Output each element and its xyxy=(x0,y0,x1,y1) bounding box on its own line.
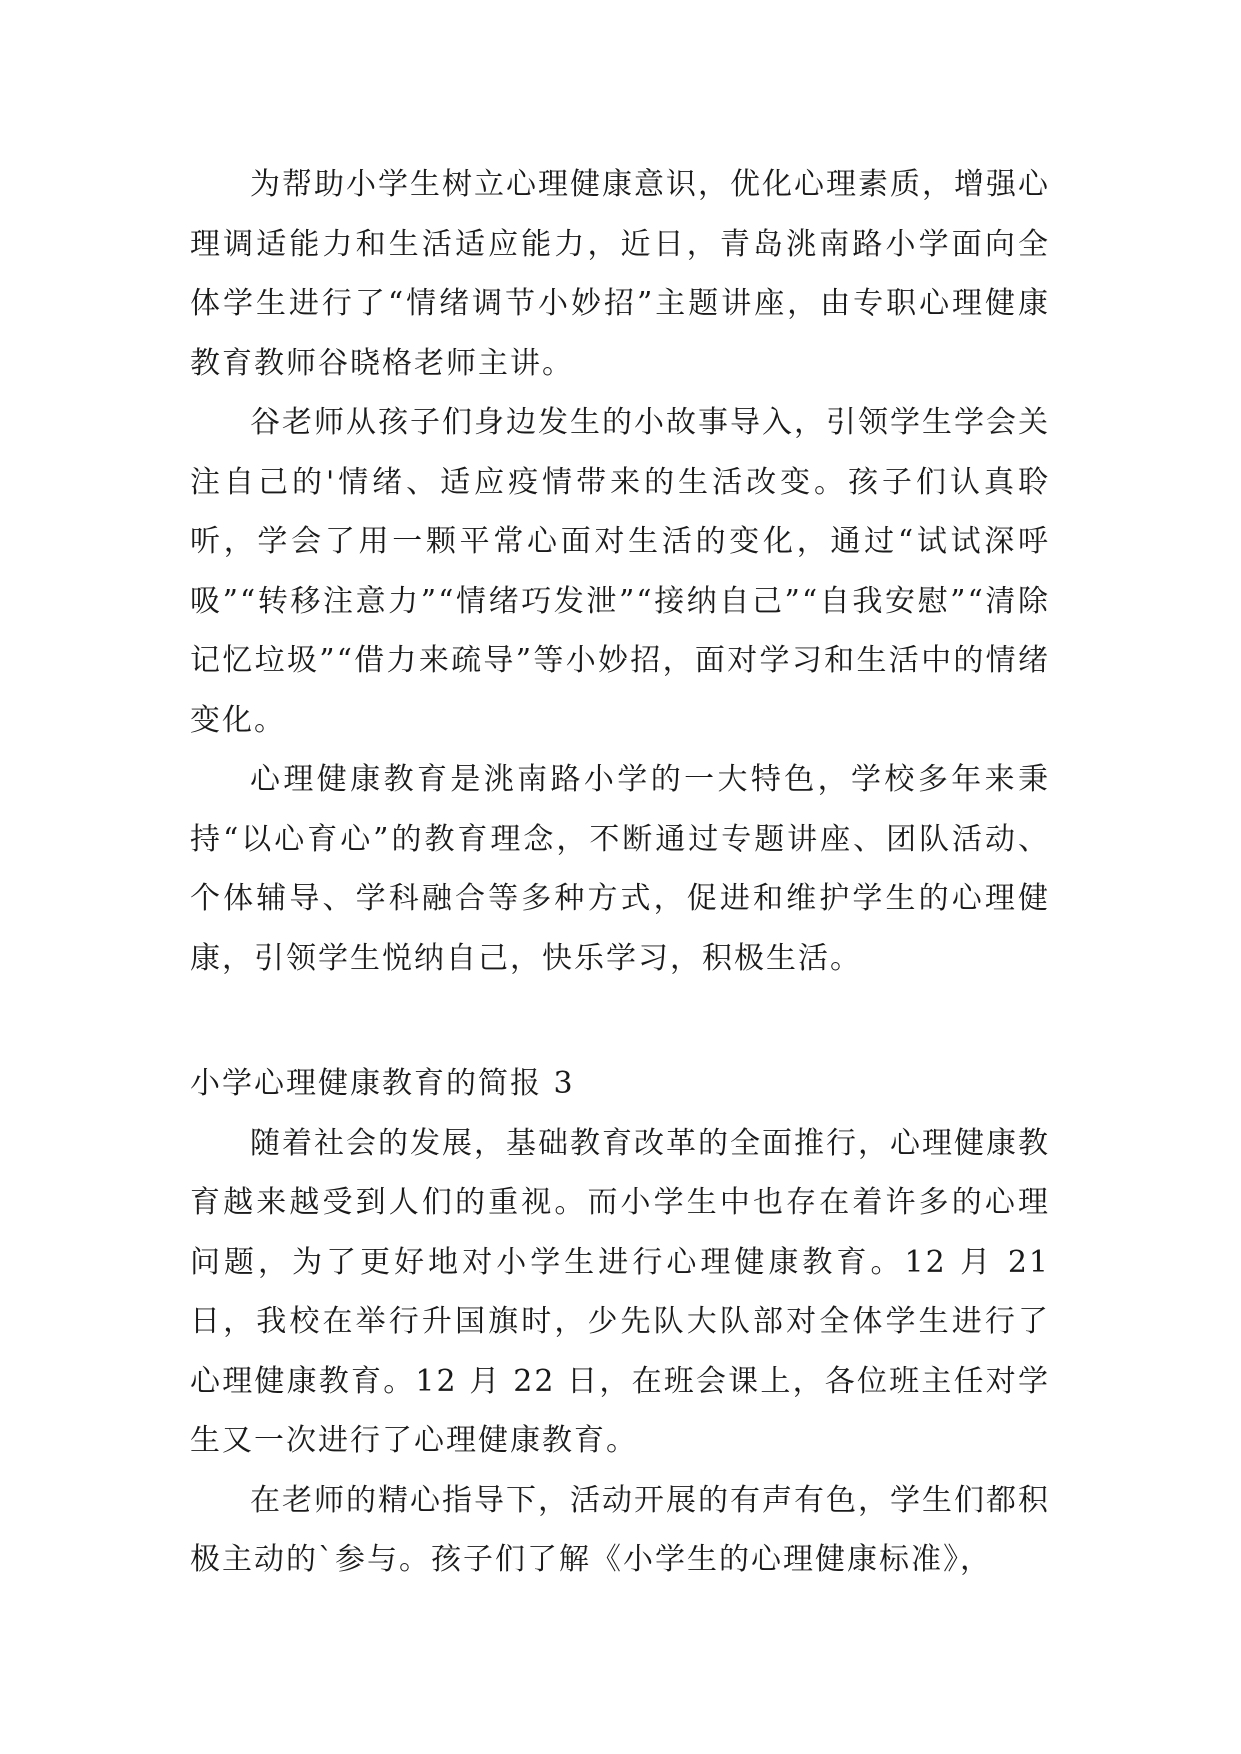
paragraph-school-feature: 心理健康教育是洮南路小学的一大特色，学校多年来秉持“以心育心”的教育理念，不断通过专题讲座、团队活动、个体辅导、学科融合等多种方式，促进和维护学生的心理健康，引领学生悦纳自己，快乐学习，积极生活。 xyxy=(190,762,1050,976)
paragraph-education-background: 随着社会的发展，基础教育改革的全面推行，心理健康教育越来越受到人们的重视。而小学生中也存在着许多的心理问题，为了更好地对小学生进行心理健康教育。12 月 21 日，我校在举行升国旗时，少先队大队部对全体学生进行了心理健康教育。12 月 22 日，在班会课上，各位班主任对学生又一次进行了心理健康教育。 xyxy=(190,1125,1050,1458)
section-heading: 小学心理健康教育的简报 3 xyxy=(190,1066,575,1101)
paragraph-lecture-intro: 为帮助小学生树立心理健康意识，优化心理素质，增强心理调适能力和生活适应能力，近日，青岛洮南路小学面向全体学生进行了“情绪调节小妙招”主题讲座，由专职心理健康教育教师谷晓格老师主讲。 xyxy=(190,167,1050,381)
paragraph-lecture-content: 谷老师从孩子们身边发生的小故事导入，引领学生学会关注自己的'情绪、适应疫情带来的生活改变。孩子们认真聆听，学会了用一颗平常心面对生活的变化，通过“试试深呼吸”“转移注意力”“情绪巧发泄”“接纳自己”“自我安慰”“清除记忆垃圾”“借力来疏导”等小妙招，面对学习和生活中的情绪变化。 xyxy=(190,405,1050,738)
paragraph-activity-participation: 在老师的精心指导下，活动开展的有声有色，学生们都积极主动的`参与。孩子们了解《小学生的心理健康标准》， xyxy=(190,1482,1050,1577)
document-body xyxy=(190,155,1050,1590)
